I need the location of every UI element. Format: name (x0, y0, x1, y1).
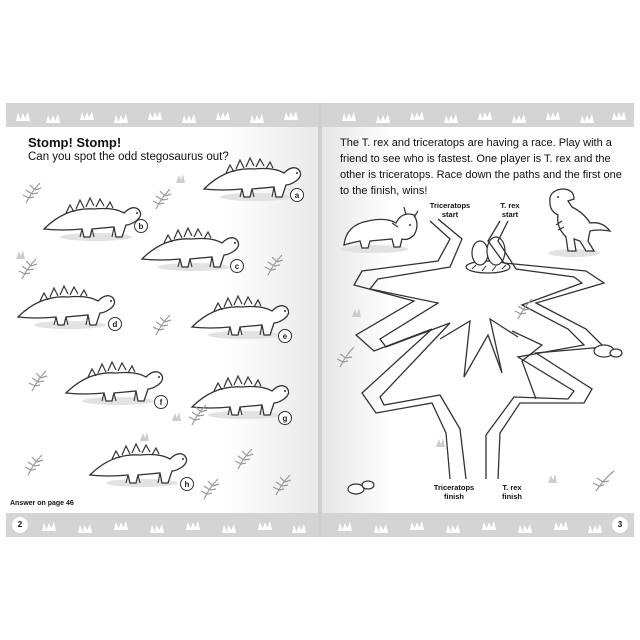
dinosaur-label-e: e (278, 329, 292, 343)
dinosaur-label-d: d (108, 317, 122, 331)
right-page (322, 103, 634, 537)
stegosaurus-illustrations (6, 103, 318, 537)
stegosaurus-icon (142, 228, 239, 271)
egg-nest-icon (466, 237, 510, 273)
page-number-right: 3 (612, 517, 628, 533)
race-instructions: The T. rex and triceratops are having a race. Play with a friend to see who is fastest. One player is T. rex and the other is triceratops. Race down the paths and the first one to the finish, wins! (340, 137, 622, 197)
dinosaur-label-b: b (134, 219, 148, 233)
dinosaur-label-a: a (290, 188, 304, 202)
footprint-band-bottom-right (322, 513, 634, 537)
dinosaur-label-c: c (230, 259, 244, 273)
footprint-icon (6, 513, 318, 537)
trex-start-label: T. rex start (500, 201, 520, 219)
stegosaurus-icon (204, 158, 301, 201)
page-number-left: 2 (12, 517, 28, 533)
book-spread (6, 103, 634, 537)
stegosaurus-icon (90, 444, 187, 487)
activity-title: Stomp! Stomp! (28, 135, 122, 150)
footprint-icon (352, 308, 557, 483)
footprint-icon (322, 513, 634, 537)
triceratops-finish-label: Triceratops finish (433, 483, 475, 501)
dinosaur-label-g: g (278, 411, 292, 425)
trex-finish-label: T. rex finish (502, 483, 522, 501)
stegosaurus-icon (192, 376, 289, 419)
triceratops-start-label: Triceratops start (429, 201, 471, 219)
dinosaur-label-f: f (154, 395, 168, 409)
fern-icon (337, 299, 614, 491)
maze-illustration (322, 103, 634, 537)
activity-question: Can you spot the odd stegosaurus out? (28, 151, 229, 163)
stegosaurus-icon (44, 198, 141, 241)
stegosaurus-icon (66, 362, 163, 405)
triceratops-icon (340, 207, 418, 253)
trex-icon (548, 189, 610, 257)
answer-note: Answer on page 46 (6, 497, 88, 511)
stegosaurus-icon (192, 296, 289, 339)
dinosaur-label-h: h (180, 477, 194, 491)
stegosaurus-icon (18, 286, 115, 329)
footprint-band-bottom (6, 513, 318, 537)
left-page (6, 103, 318, 537)
